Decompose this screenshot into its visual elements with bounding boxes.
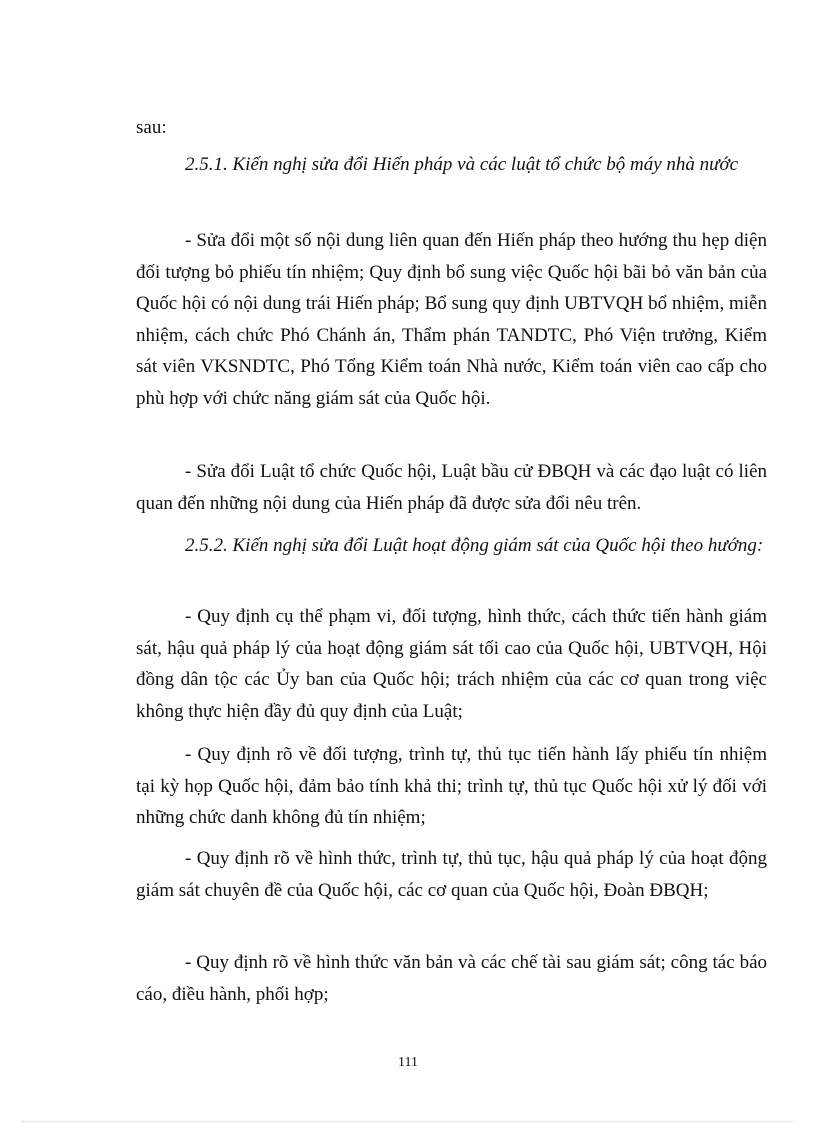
paragraph-constitution-amendments: - Sửa đổi một số nội dung liên quan đến Hiến pháp theo hướng thu hẹp diện đối tượng bỏ phiếu tín nhiệm; Quy định bổ sung việc Quốc hội bãi bỏ văn bản của Quốc hội có nội dung trái Hiến pháp; Bổ sung quy định UBTVQH bổ nhiệm, miễn nhiệm, cách chức Phó Chánh án, Thẩm phán TANDTC, Phó Viện trưởng, Kiểm sát viên VKSNDTC, Phó Tổng Kiểm toán Nhà nước, Kiểm toán viên cao cấp cho phù hợp với chức năng giám sát của Quốc hội. xyxy=(136,230,767,409)
paragraph-5-block xyxy=(136,843,767,906)
body-text xyxy=(136,112,767,144)
lead-text: sau: xyxy=(136,117,167,138)
section-heading-2-5-1-block xyxy=(136,149,767,181)
paragraph-4-block xyxy=(136,739,767,834)
paragraph-supervision-scope: - Quy định cụ thể phạm vi, đối tượng, hình thức, cách thức tiến hành giám sát, hậu quả pháp lý của hoạt động giám sát tối cao của Quốc hội, UBTVQH, Hội đồng dân tộc các Ủy ban của Quốc hội; trách nhiệm của các cơ quan trong việc không thực hiện đầy đủ quy định của Luật; xyxy=(136,606,767,722)
page-bottom-divider xyxy=(22,1121,794,1122)
paragraph-2-block xyxy=(136,456,767,519)
paragraph-3-block xyxy=(136,601,767,727)
paragraph-organization-law-amendments: - Sửa đổi Luật tổ chức Quốc hội, Luật bầu cử ĐBQH và các đạo luật có liên quan đến những nội dung của Hiến pháp đã được sửa đổi nêu trên. xyxy=(136,461,767,514)
section-heading-2-5-2-block xyxy=(136,530,767,562)
page-number: 111 xyxy=(398,1055,418,1070)
paragraph-thematic-supervision: - Quy định rõ về hình thức, trình tự, thủ tục, hậu quả pháp lý của hoạt động giám sát chuyên đề của Quốc hội, các cơ quan của Quốc hội, Đoàn ĐBQH; xyxy=(136,848,767,901)
paragraph-sanctions: - Quy định rõ về hình thức văn bản và các chế tài sau giám sát; công tác báo cáo, điều hành, phối hợp; xyxy=(136,952,767,1005)
section-heading-2-5-2: 2.5.2. Kiến nghị sửa đổi Luật hoạt động giám sát của Quốc hội theo hướng: xyxy=(185,535,764,556)
paragraph-1-block xyxy=(136,225,767,414)
paragraph-confidence-vote: - Quy định rõ về đối tượng, trình tự, thủ tục tiến hành lấy phiếu tín nhiệm tại kỳ họp Quốc hội, đảm bảo tính khả thi; trình tự, thủ tục Quốc hội xử lý đối với những chức danh không đủ tín nhiệm; xyxy=(136,744,767,828)
paragraph-6-block xyxy=(136,947,767,1010)
section-heading-2-5-1: 2.5.1. Kiến nghị sửa đổi Hiến pháp và các luật tổ chức bộ máy nhà nước xyxy=(185,154,739,175)
